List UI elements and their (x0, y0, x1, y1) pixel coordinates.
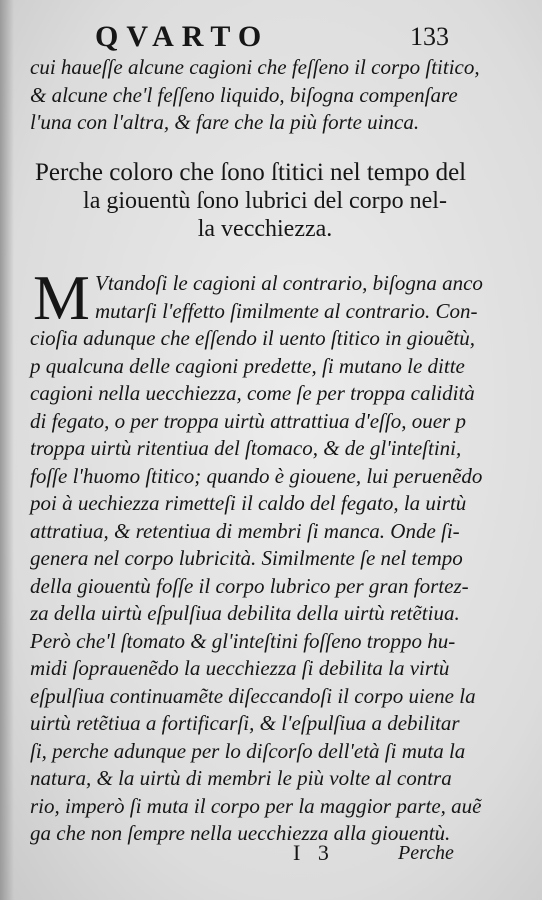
page-footer (0, 840, 542, 870)
heading-line: la giouentù ſono lubrici del corpo nel- (83, 188, 447, 214)
text-line: cui haueſſe alcune cagioni che feſſeno il corpo ſtitico, (30, 55, 480, 79)
text-line: cagioni nella uecchiezza, come ſe per troppa calidità (30, 381, 475, 405)
text-line: p qualcuna delle cagioni predette, ſi mutano le ditte (30, 353, 465, 378)
text-line: midi ſoprauenẽdo la uecchiezza ſi debilita la virtù (30, 656, 450, 680)
heading-line: la vecchiezza. (197, 216, 333, 242)
text-line: troppa uirtù ritentiua del ſtomaco, & de gl'inteſtini, (30, 436, 462, 460)
page-header (0, 20, 542, 54)
text-line: uirtù retẽtiua a fortificarſi, & l'eſpulſiua a debilitar (30, 711, 460, 735)
text-line: foſſe l'huomo ſtitico; quando è giouene, lui peruenẽdo (30, 463, 483, 488)
text-line: l'una con l'altra, & fare che la più forte uinca. (30, 110, 420, 134)
chapter-heading (35, 159, 495, 243)
text-line: mutarſi l'effetto ſimilmente al contrario. Con- (95, 298, 478, 323)
body-paragraph (30, 325, 500, 848)
text-line: di fegato, o per troppa uirtù attrattiua d'eſſo, ouer p (30, 408, 466, 433)
text-line: & alcune che'l feſſeno liquido, biſogna compenſare (30, 82, 458, 107)
text-line: eſpulſiua continuamẽte diſeccandoſi il corpo uiene la (30, 683, 476, 708)
text-line: za della uirtù eſpulſiua debilita della uirtù retẽtiua. (30, 601, 460, 625)
body-opening-lines (95, 270, 495, 325)
text-line: poi à uechiezza rimetteſi il caldo del fegato, la uirtù (30, 491, 467, 515)
running-title: QVARTO (95, 20, 270, 53)
text-line: attratiua, & retentiua di membri ſi manca. Onde ſi- (30, 518, 460, 543)
drop-cap: M (33, 262, 90, 333)
page-gutter-shadow (0, 0, 14, 900)
text-line: della giouentù foſſe il corpo lubrico per gran fortez- (30, 573, 469, 598)
text-line: ſi, perche adunque per lo diſcorſo dell'età ſi muta la (30, 738, 466, 763)
page-number: 133 (410, 22, 449, 51)
text-line: ga che non ſempre nella uecchiezza alla giouentù. (30, 821, 451, 845)
text-line: Vtandoſi le cagioni al contrario, biſogna anco (95, 271, 483, 295)
signature-mark: I 3 (293, 840, 335, 865)
text-line: Però che'l ſtomato & gl'inteſtini foſſeno troppo hu- (30, 628, 456, 653)
catchword: Perche (398, 842, 454, 864)
text-line: rio, imperò ſi muta il corpo per la maggior parte, auẽ (30, 793, 482, 818)
text-line: cioſia adunque che eſſendo il uento ſtitico in giouẽtù, (30, 326, 475, 350)
heading-line: Perche coloro che ſono ſtitici nel tempo del (35, 159, 467, 186)
text-line: natura, & la uirtù di membri le più volte al contra (30, 766, 452, 790)
text-line: genera nel corpo lubricità. Similmente ſe nel tempo (30, 546, 463, 570)
intro-paragraph (30, 54, 500, 137)
